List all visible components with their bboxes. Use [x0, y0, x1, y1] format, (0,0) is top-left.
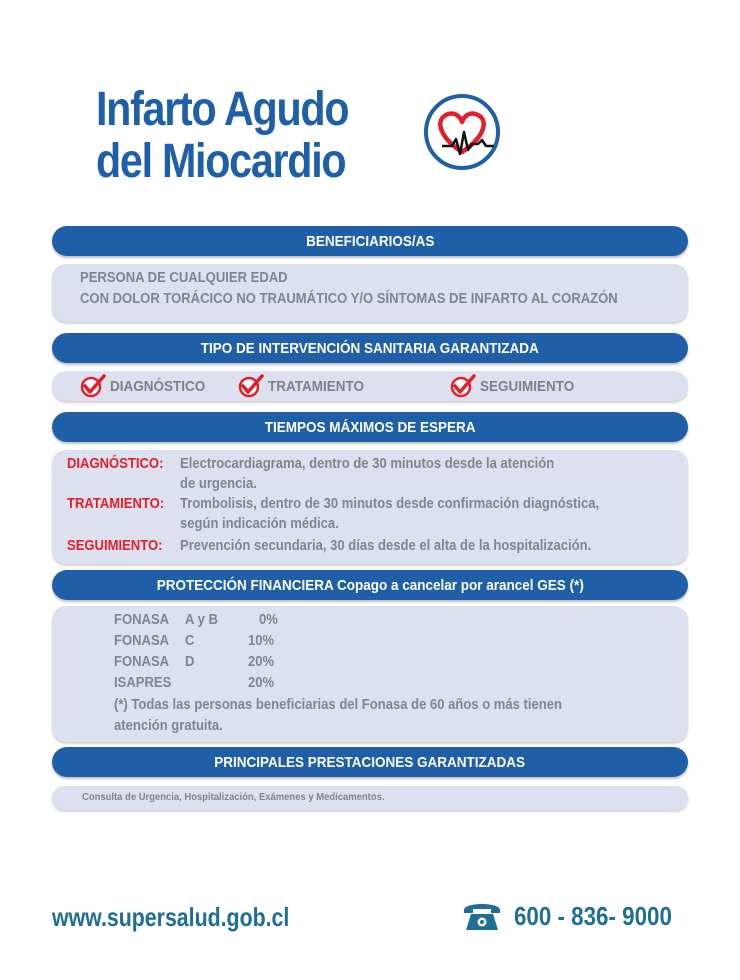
prestaciones-text: Consulta de Urgencia, Hospitalización, Exámenes y Medicamentos. — [82, 791, 385, 803]
website-link[interactable]: www.supersalud.gob.cl — [52, 902, 290, 932]
beneficiarios-line-2: CON DOLOR TORÁCICO NO TRAUMÁTICO Y/O SÍNTOMAS DE INFARTO AL CORAZÓN — [80, 291, 618, 307]
proteccion-row-name: FONASA — [114, 633, 170, 649]
proteccion-note-line-1: (*) Todas las personas beneficiarias del Fonasa de 60 años o más tienen — [114, 697, 562, 713]
prestaciones-header: PRINCIPALES PRESTACIONES GARANTIZADAS — [52, 747, 688, 777]
intervencion-item-diagnostico: DIAGNÓSTICO — [80, 374, 216, 398]
check-icon — [80, 374, 106, 398]
proteccion-panel — [52, 606, 688, 742]
intervencion-header: TIPO DE INTERVENCIÓN SANITARIA GARANTIZADA — [52, 333, 688, 363]
beneficiarios-header: BENEFICIARIOS/AS — [52, 226, 688, 256]
proteccion-row-value: 20% — [248, 675, 275, 691]
proteccion-row-name: ISAPRES — [114, 675, 172, 691]
tiempos-text-tratamiento-2: según indicación médica. — [180, 516, 339, 532]
tiempos-text-tratamiento-1: Trombolisis, dentro de 30 minutos desde confirmación diagnóstica, — [180, 496, 600, 512]
intervencion-panel — [52, 371, 688, 401]
proteccion-row-name: FONASA — [114, 612, 170, 628]
phone-contact[interactable] — [462, 900, 698, 932]
title-line-1: Infarto Agudo — [96, 83, 349, 136]
tiempos-text-diagnostico-2: de urgencia. — [180, 476, 257, 492]
tiempos-text-seguimiento-1: Prevención secundaria, 30 días desde el alta de la hospitalización. — [180, 538, 592, 554]
phone-number: 600 - 836- 9000 — [514, 900, 672, 931]
title-line-2: del Miocardio — [96, 135, 346, 188]
heart-ecg-icon — [418, 92, 508, 172]
beneficiarios-line-1: PERSONA DE CUALQUIER EDAD — [80, 270, 288, 286]
telephone-icon — [462, 900, 502, 932]
beneficiarios-panel — [52, 264, 688, 322]
tiempos-label-tratamiento: TRATAMIENTO: — [67, 496, 165, 512]
tiempos-label-diagnostico: DIAGNÓSTICO: — [67, 456, 164, 472]
tiempos-label-seguimiento: SEGUIMIENTO: — [67, 538, 163, 554]
prestaciones-panel — [52, 786, 688, 810]
tiempos-header: TIEMPOS MÁXIMOS DE ESPERA — [52, 412, 688, 442]
intervencion-item-seguimiento: SEGUIMIENTO — [450, 374, 585, 398]
proteccion-row-group: C — [185, 633, 195, 649]
page-title — [96, 84, 371, 188]
check-icon — [238, 374, 264, 398]
check-icon — [450, 374, 476, 398]
proteccion-row-group: A y B — [185, 612, 218, 628]
tiempos-panel — [52, 450, 688, 564]
proteccion-header: PROTECCIÓN FINANCIERA Copago a cancelar por arancel GES (*) — [52, 570, 688, 600]
proteccion-row-value: 0% — [259, 612, 278, 628]
proteccion-row-value: 10% — [248, 633, 275, 649]
proteccion-note-line-2: atención gratuita. — [114, 718, 223, 734]
intervencion-item-tratamiento: TRATAMIENTO — [238, 374, 375, 398]
proteccion-row-value: 20% — [248, 654, 275, 670]
proteccion-row-name: FONASA — [114, 654, 170, 670]
tiempos-text-diagnostico-1: Electrocardiagrama, dentro de 30 minutos desde la atención — [180, 456, 555, 472]
proteccion-row-group: D — [185, 654, 195, 670]
